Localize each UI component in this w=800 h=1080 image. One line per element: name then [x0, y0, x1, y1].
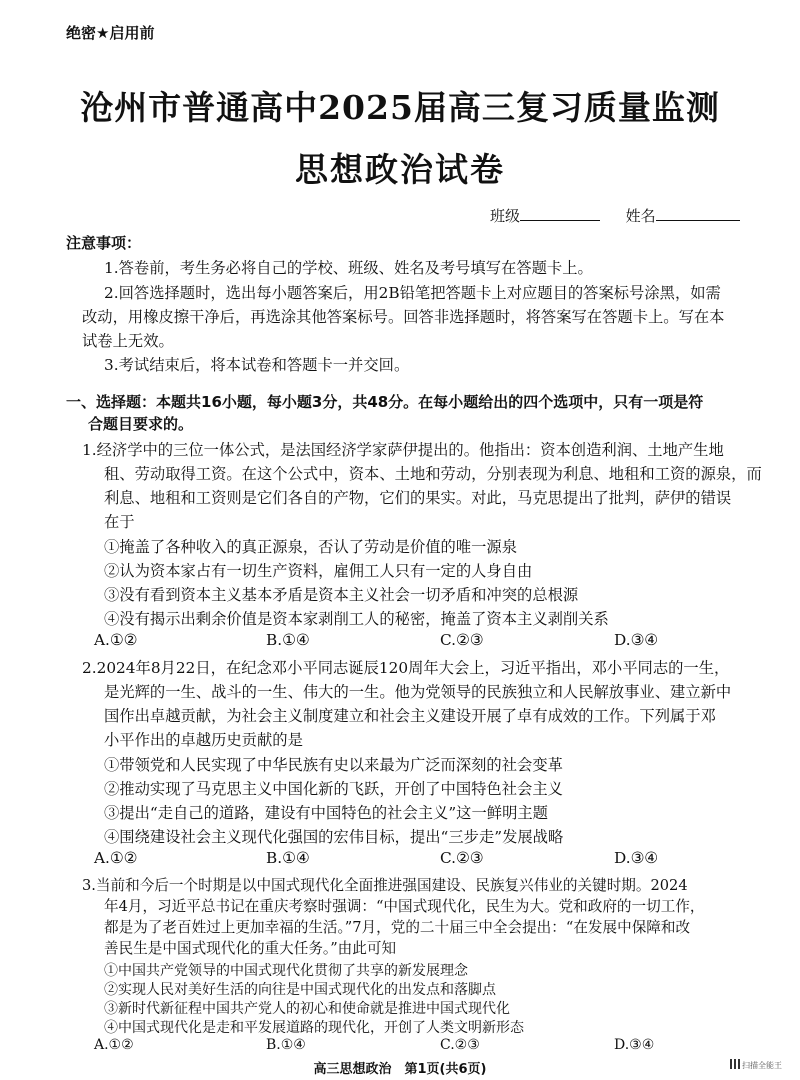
- q3-stem-line: 年4月，习近平总书记在重庆考察时强调：“中国式现代化，民生为大。党和政府的一切工作，: [104, 898, 705, 915]
- q1-option-d[interactable]: D.③④: [614, 631, 659, 649]
- q3-option-c[interactable]: C.②③: [440, 1037, 480, 1053]
- notes-line: 改动，用橡皮擦干净后，再选涂其他答案标号。回答非选择题时，将答案写在答题卡上。写在本: [82, 308, 725, 326]
- q2-option-b[interactable]: B.①④: [266, 849, 310, 867]
- q2-options: [0, 849, 800, 871]
- q3-stem-line: 3.当前和今后一个时期是以中国式现代化全面推进强国建设、民族复兴伟业的关键时期。2024: [82, 877, 688, 894]
- notes-line: 1.答卷前，考生务必将自己的学校、班级、姓名及考号填写在答题卡上。: [104, 259, 593, 277]
- page-footer: 高三思想政治 第1页(共6页): [313, 1062, 487, 1077]
- class-blank: [520, 206, 600, 221]
- notes-line: 2.回答选择题时，选出每小题答案后，用2B铅笔把答题卡上对应题目的答案标号涂黑，如需: [104, 284, 721, 302]
- q1-options: [0, 631, 800, 653]
- q2-stem-line: 2.2024年8月22日，在纪念邓小平同志诞辰120周年大会上，习近平指出，邓小平同志的一生，: [82, 659, 730, 677]
- confidential-label: 绝密★启用前: [66, 24, 155, 42]
- section-heading: 一、选择题：本题共16小题，每小题3分，共48分。在每小题给出的四个选项中，只有一项是符: [66, 393, 704, 411]
- q3-option-b[interactable]: B.①④: [266, 1037, 306, 1053]
- name-label: 姓名: [625, 207, 656, 225]
- exam-title: 沧州市普通高中2025届高三复习质量监测: [80, 88, 720, 127]
- q1-stem-line: 租、劳动取得工资。在这个公式中，资本、土地和劳动，分别表现为利息、地租和工资的源泉，而: [104, 465, 762, 483]
- name-blank: [656, 206, 740, 221]
- notes-line: 试卷上无效。: [82, 332, 174, 350]
- q1-option-a[interactable]: A.①②: [94, 631, 138, 649]
- q2-stem-line: 是光辉的一生、战斗的一生、伟大的一生。他为党领导的民族独立和人民解放事业、建立新中: [104, 683, 732, 701]
- class-label: 班级: [490, 207, 521, 225]
- q2-option-c[interactable]: C.②③: [440, 849, 484, 867]
- q3-option-a[interactable]: A.①②: [94, 1037, 134, 1053]
- section-heading-cont: 合题目要求的。: [88, 415, 194, 433]
- q3-stem-line: 都是为了老百姓过上更加幸福的生活。”7月，党的二十届三中全会提出：“在发展中保障和改: [104, 919, 691, 936]
- q1-item: ①掩盖了各种收入的真正源泉，否认了劳动是价值的唯一源泉: [104, 538, 518, 556]
- q3-option-d[interactable]: D.③④: [614, 1037, 655, 1053]
- notes-line: 3.考试结束后，将本试卷和答题卡一并交回。: [104, 356, 410, 374]
- q2-item: ③提出“走自己的道路，建设有中国特色的社会主义”这一鲜明主题: [104, 804, 548, 822]
- q2-stem-line: 小平作出的卓越历史贡献的是: [104, 731, 303, 749]
- q3-item: ③新时代新征程中国共产党人的初心和使命就是推进中国式现代化: [104, 1001, 510, 1017]
- q1-item: ④没有揭示出剩余价值是资本家剥削工人的秘密，掩盖了资本主义剥削关系: [104, 610, 609, 628]
- q3-item: ②实现人民对美好生活的向往是中国式现代化的出发点和落脚点: [104, 982, 496, 998]
- q2-item: ②推动实现了马克思主义中国化新的飞跃，开创了中国特色社会主义: [104, 780, 563, 798]
- q1-option-c[interactable]: C.②③: [440, 631, 484, 649]
- q2-option-a[interactable]: A.①②: [94, 849, 138, 867]
- q1-item: ②认为资本家占有一切生产资料，雇佣工人只有一定的人身自由: [104, 562, 533, 580]
- exam-subtitle: 思想政治试卷: [295, 150, 505, 189]
- q1-stem-line: 在于: [104, 513, 135, 531]
- q1-option-b[interactable]: B.①④: [266, 631, 310, 649]
- q3-item: ④中国式现代化是走和平发展道路的现代化，开创了人类文明新形态: [104, 1020, 524, 1036]
- q2-stem-line: 国作出卓越贡献，为社会主义制度建立和社会主义建设开展了卓有成效的工作。下列属于邓: [104, 707, 716, 725]
- q2-item: ①带领党和人民实现了中华民族有史以来最为广泛而深刻的社会变革: [104, 756, 563, 774]
- qr-icon: [730, 1059, 740, 1069]
- q1-stem-line: 1.经济学中的三位一体公式，是法国经济学家萨伊提出的。他指出：资本创造利润、土地产生地: [82, 441, 724, 459]
- notes-title: 注意事项：: [66, 234, 142, 252]
- q1-item: ③没有看到资本主义基本矛盾是资本主义社会一切矛盾和冲突的总根源: [104, 586, 579, 604]
- q1-stem-line: 利息、地租和工资则是它们各自的产物，它们的果实。对此，马克思提出了批判，萨伊的错误: [104, 489, 732, 507]
- student-info-fields: [490, 205, 740, 226]
- q3-item: ①中国共产党领导的中国式现代化贯彻了共享的新发展理念: [104, 963, 468, 979]
- q3-options: [0, 1037, 800, 1055]
- q3-stem-line: 善民生是中国式现代化的重大任务。”由此可知: [104, 940, 397, 957]
- scanner-watermark: 扫描全能王: [742, 1061, 782, 1070]
- q2-item: ④围绕建设社会主义现代化强国的宏伟目标，提出“三步走”发展战略: [104, 828, 564, 846]
- q2-option-d[interactable]: D.③④: [614, 849, 659, 867]
